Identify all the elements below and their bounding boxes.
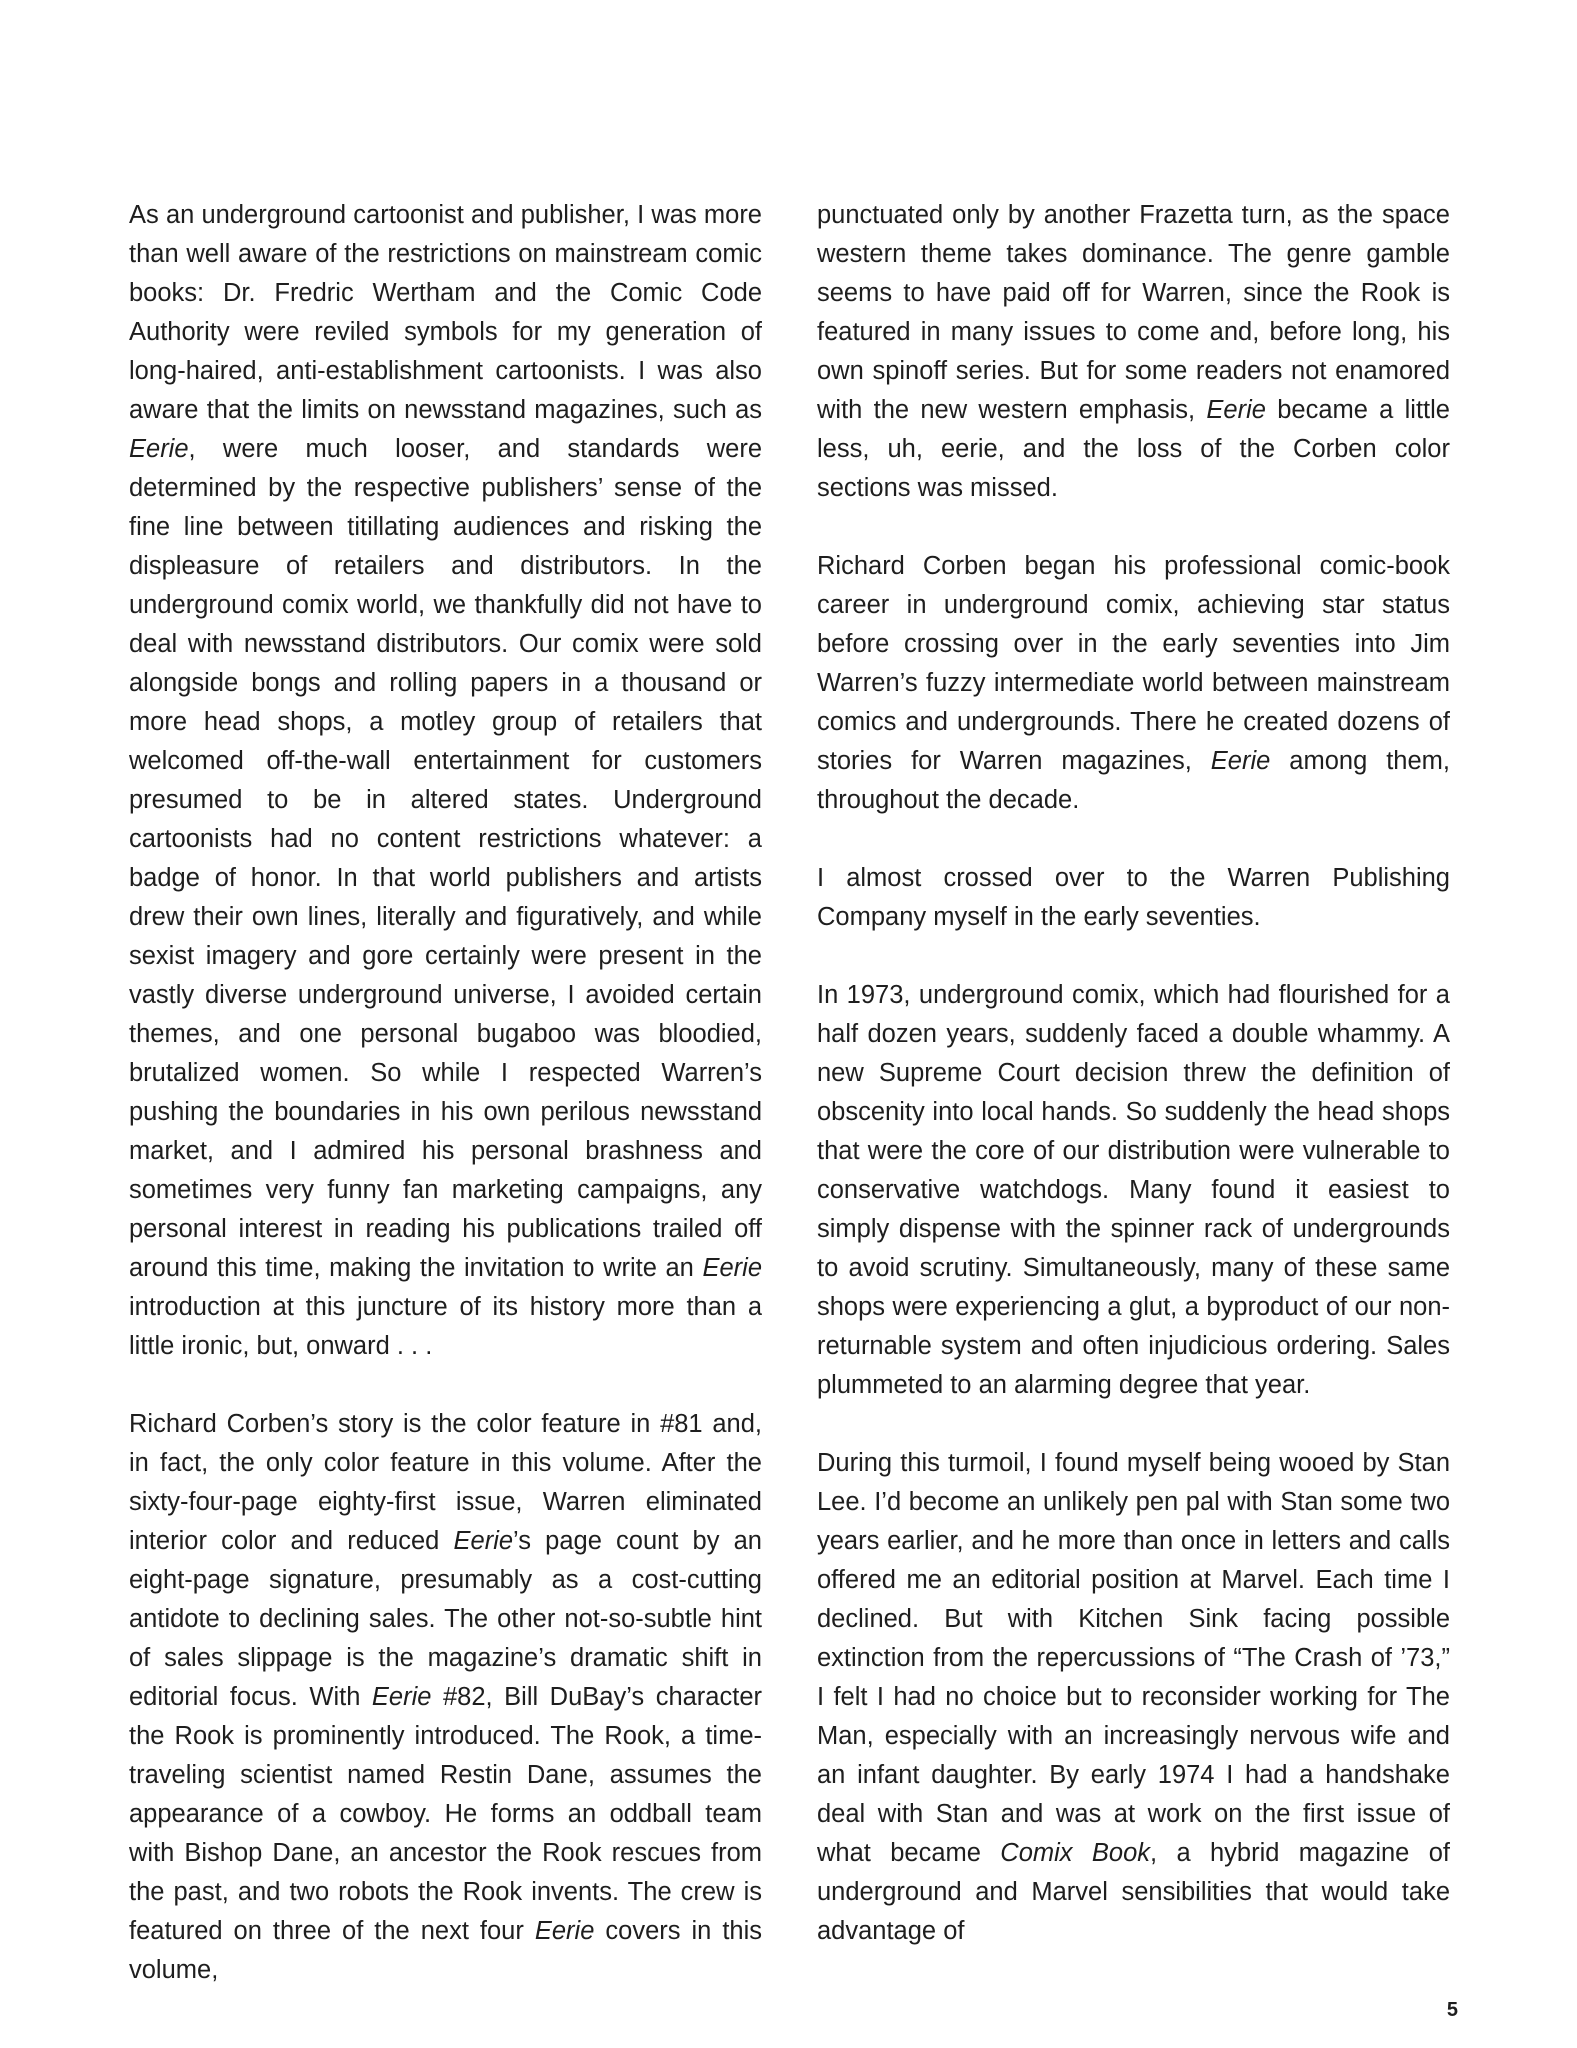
italic-title: Eerie	[702, 1254, 762, 1282]
text-run: , a hybrid magazine of underground and Marvel sensibilities that would take advantage of	[817, 1839, 1450, 1945]
paragraph-stan-lee	[817, 1444, 1450, 1951]
text-run: As an underground cartoonist and publisher, I was more than well aware of the restrictions on mainstream comic books: Dr. Fredric Wertham and the Comic Code Authority were reviled symbols for my generation of long-haired, anti-establishment cartoonists. I was also aware that the limits on newsstand magazines, such as	[129, 201, 762, 424]
text-run: punctuated only by another Frazetta turn, as the space western theme takes dominance. The genre gamble seems to have paid off for Warren, since the Rook is featured in many issues to come and, before long, his own spinoff series. But for some readers not enamored with the new western emphasis,	[817, 201, 1450, 424]
paragraph-restrictions	[129, 196, 762, 1366]
text-run: covers in this volume,	[129, 1917, 762, 1984]
text-run: became a little less, uh, eerie, and the loss of the Corben color sections was missed.	[817, 396, 1450, 502]
italic-title: Eerie	[1210, 747, 1271, 775]
page-number: 5	[1446, 1999, 1458, 2021]
text-run: introduction at this juncture of its history more than a little ironic, but, onward . . .	[129, 1293, 762, 1360]
italic-title: Eerie	[453, 1527, 514, 1555]
paragraph-frazetta-turn	[817, 196, 1450, 508]
italic-title: Eerie	[129, 435, 189, 463]
italic-title: Eerie	[1206, 396, 1266, 424]
text-run: #82, Bill DuBay’s character the Rook is prominently introduced. The Rook, a time-traveling scientist named Restin Dane, assumes the appearance of a cowboy. He forms an oddball team with Bishop Dane, an ancestor the Rook rescues from the past, and two robots the Rook invents. The crew is featured on three of the next four	[129, 1683, 762, 1945]
left-column	[129, 196, 762, 1990]
text-run: During this turmoil, I found myself being wooed by Stan Lee. I’d become an unlikely pen pal with Stan some two years earlier, and he more than once in letters and calls offered me an editorial position at Marvel. Each time I declined. But with Kitchen Sink facing possible extinction from the repercussions of “The Crash of ’73,” I felt I had no choice but to reconsider working for The Man, especially with an increasingly nervous wife and an infant daughter. By early 1974 I had a handshake deal with Stan and was at work on the first issue of what became	[817, 1449, 1450, 1867]
text-run: among them, throughout the decade.	[817, 747, 1450, 814]
italic-title: Eerie	[371, 1683, 432, 1711]
paragraph-warren-crossover: I almost crossed over to the Warren Publishing Company myself in the early seventies.	[817, 864, 1450, 931]
paragraph-1973-whammy: In 1973, underground comix, which had flourished for a half dozen years, suddenly faced a double whammy. A new Supreme Court decision threw the definition of obscenity into local hands. So suddenly the head shops that were the core of our distribution were vulnerable to conservative watchdogs. Many found it easiest to simply dispense with the spinner rack of undergrounds to avoid scrutiny. Simultaneously, many of these same shops were experiencing a glut, a byproduct of our non-returnable system and often injudicious ordering. Sales plummeted to an alarming degree that year.	[817, 981, 1450, 1399]
paragraph-corben-color-feature	[129, 1405, 762, 1990]
italic-title: Comix Book	[1000, 1839, 1151, 1867]
text-run: Richard Corben’s story is the color feature in #81 and, in fact, the only color feature in this volume. After the sixty-four-page eighty-first issue, Warren eliminated interior color and reduced	[129, 1410, 762, 1555]
paragraph-corben-career	[817, 547, 1450, 820]
text-run: , were much looser, and standards were determined by the respective publishers’ sense of the fine line between titillating audiences and risking the displeasure of retailers and distributors. In the underground comix world, we thankfully did not have to deal with newsstand distributors. Our comix were sold alongside bongs and rolling papers in a thousand or more head shops, a motley group of retailers that welcomed off-the-wall entertainment for customers presumed to be in altered states. Underground cartoonists had no content restrictions whatever: a badge of honor. In that world publishers and artists drew their own lines, literally and figuratively, and while sexist imagery and gore certainly were present in the vastly diverse underground universe, I avoided certain themes, and one personal bugaboo was bloodied, brutalized women. So while I respected Warren’s pushing the boundaries in his own perilous newsstand market, and I admired his personal brashness and sometimes very funny fan marketing campaigns, any personal interest in reading his publications trailed off around this time, making the invitation to write an	[129, 435, 762, 1282]
right-column	[817, 196, 1450, 1951]
italic-title: Eerie	[534, 1917, 595, 1945]
text-run: ’s page count by an eight-page signature, presumably as a cost-cutting antidote to declining sales. The other not-so-subtle hint of sales slippage is the magazine’s dramatic shift in editorial focus. With	[129, 1527, 762, 1711]
text-run: Richard Corben began his professional comic-book career in underground comix, achieving star status before crossing over in the early seventies into Jim Warren’s fuzzy intermediate world between mainstream comics and undergrounds. There he created dozens of stories for Warren magazines,	[817, 552, 1450, 775]
